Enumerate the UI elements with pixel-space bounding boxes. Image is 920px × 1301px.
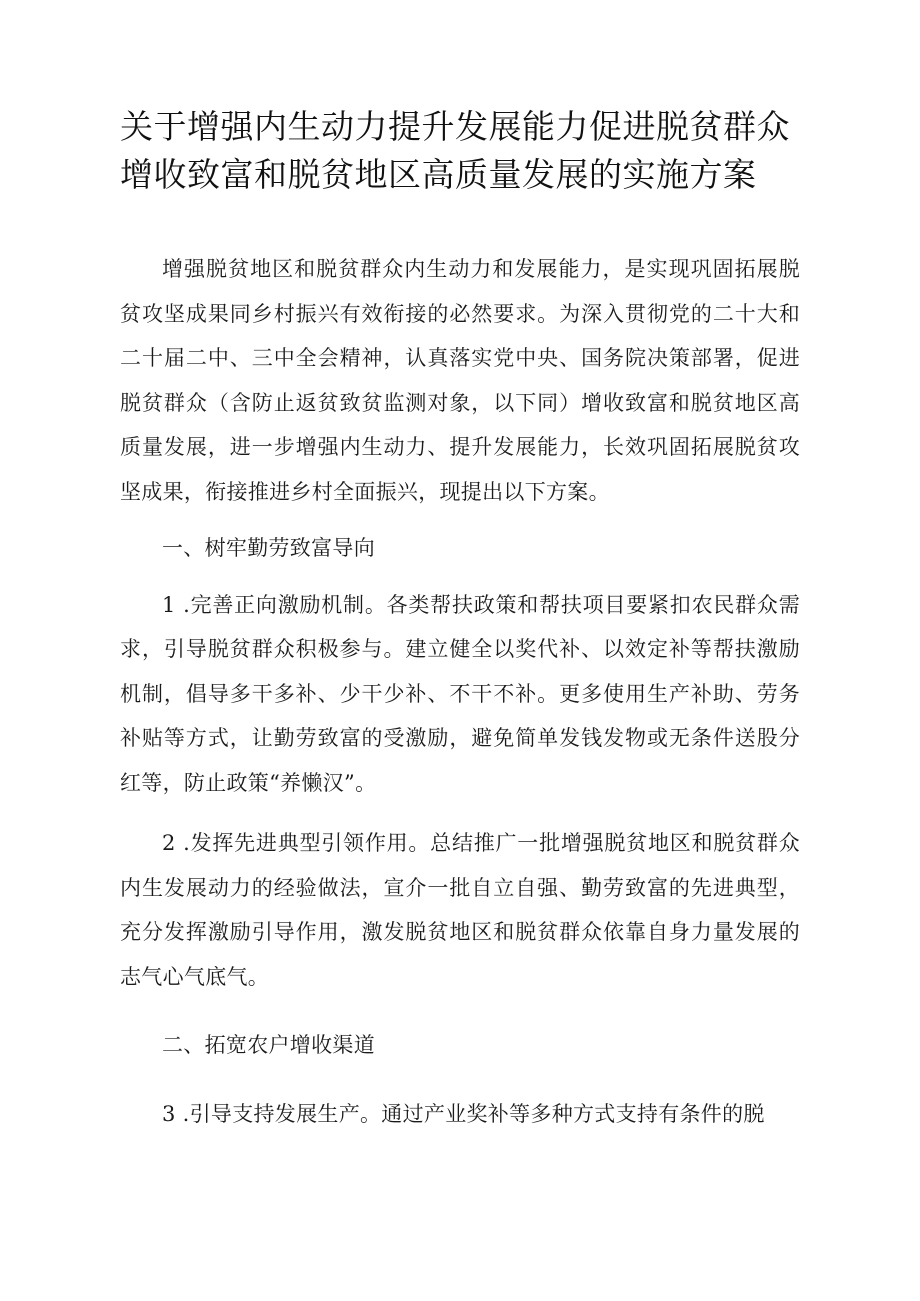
item-paragraph-1: 1 .完善正向激励机制。各类帮扶政策和帮扶项目要紧扣农民群众需求，引导脱贫群众积极参与。建立健全以奖代补、以效定补等帮扶激励机制，倡导多干多补、少干少补、不干不补。更多使用生产补助、劳务补贴等方式，让勤劳致富的受激励，避免简单发钱发物或无条件送股分红等，防止政策“养懒汉”。	[120, 592, 800, 795]
document-body	[120, 247, 800, 1136]
section-heading-1: 一、树牢勤劳致富导向	[162, 536, 375, 560]
section-heading-2: 二、拓宽农户增收渠道	[162, 1033, 375, 1057]
document-title: 关于增强内生动力提升发展能力促进脱贫群众增收致富和脱贫地区高质量发展的实施方案	[120, 107, 790, 194]
intro-paragraph: 增强脱贫地区和脱贫群众内生动力和发展能力，是实现巩固拓展脱贫攻坚成果同乡村振兴有效衔接的必然要求。为深入贯彻党的二十大和二十届二中、三中全会精神，认真落实党中央、国务院决策部署，促进脱贫群众（含防止返贫致贫监测对象，以下同）增收致富和脱贫地区高质量发展，进一步增强内生动力、提升发展能力，长效巩固拓展脱贫攻坚成果，衔接推进乡村全面振兴，现提出以下方案。	[120, 257, 800, 504]
item-paragraph-3: 3 .引导支持发展生产。通过产业奖补等多种方式支持有条件的脱	[162, 1101, 765, 1126]
item-paragraph-2: 2 .发挥先进典型引领作用。总结推广一批增强脱贫地区和脱贫群众内生发展动力的经验做法，宣介一批自立自强、勤劳致富的先进典型，充分发挥激励引导作用，激发脱贫地区和脱贫群众依靠自身力量发展的志气心气底气。	[120, 831, 800, 989]
